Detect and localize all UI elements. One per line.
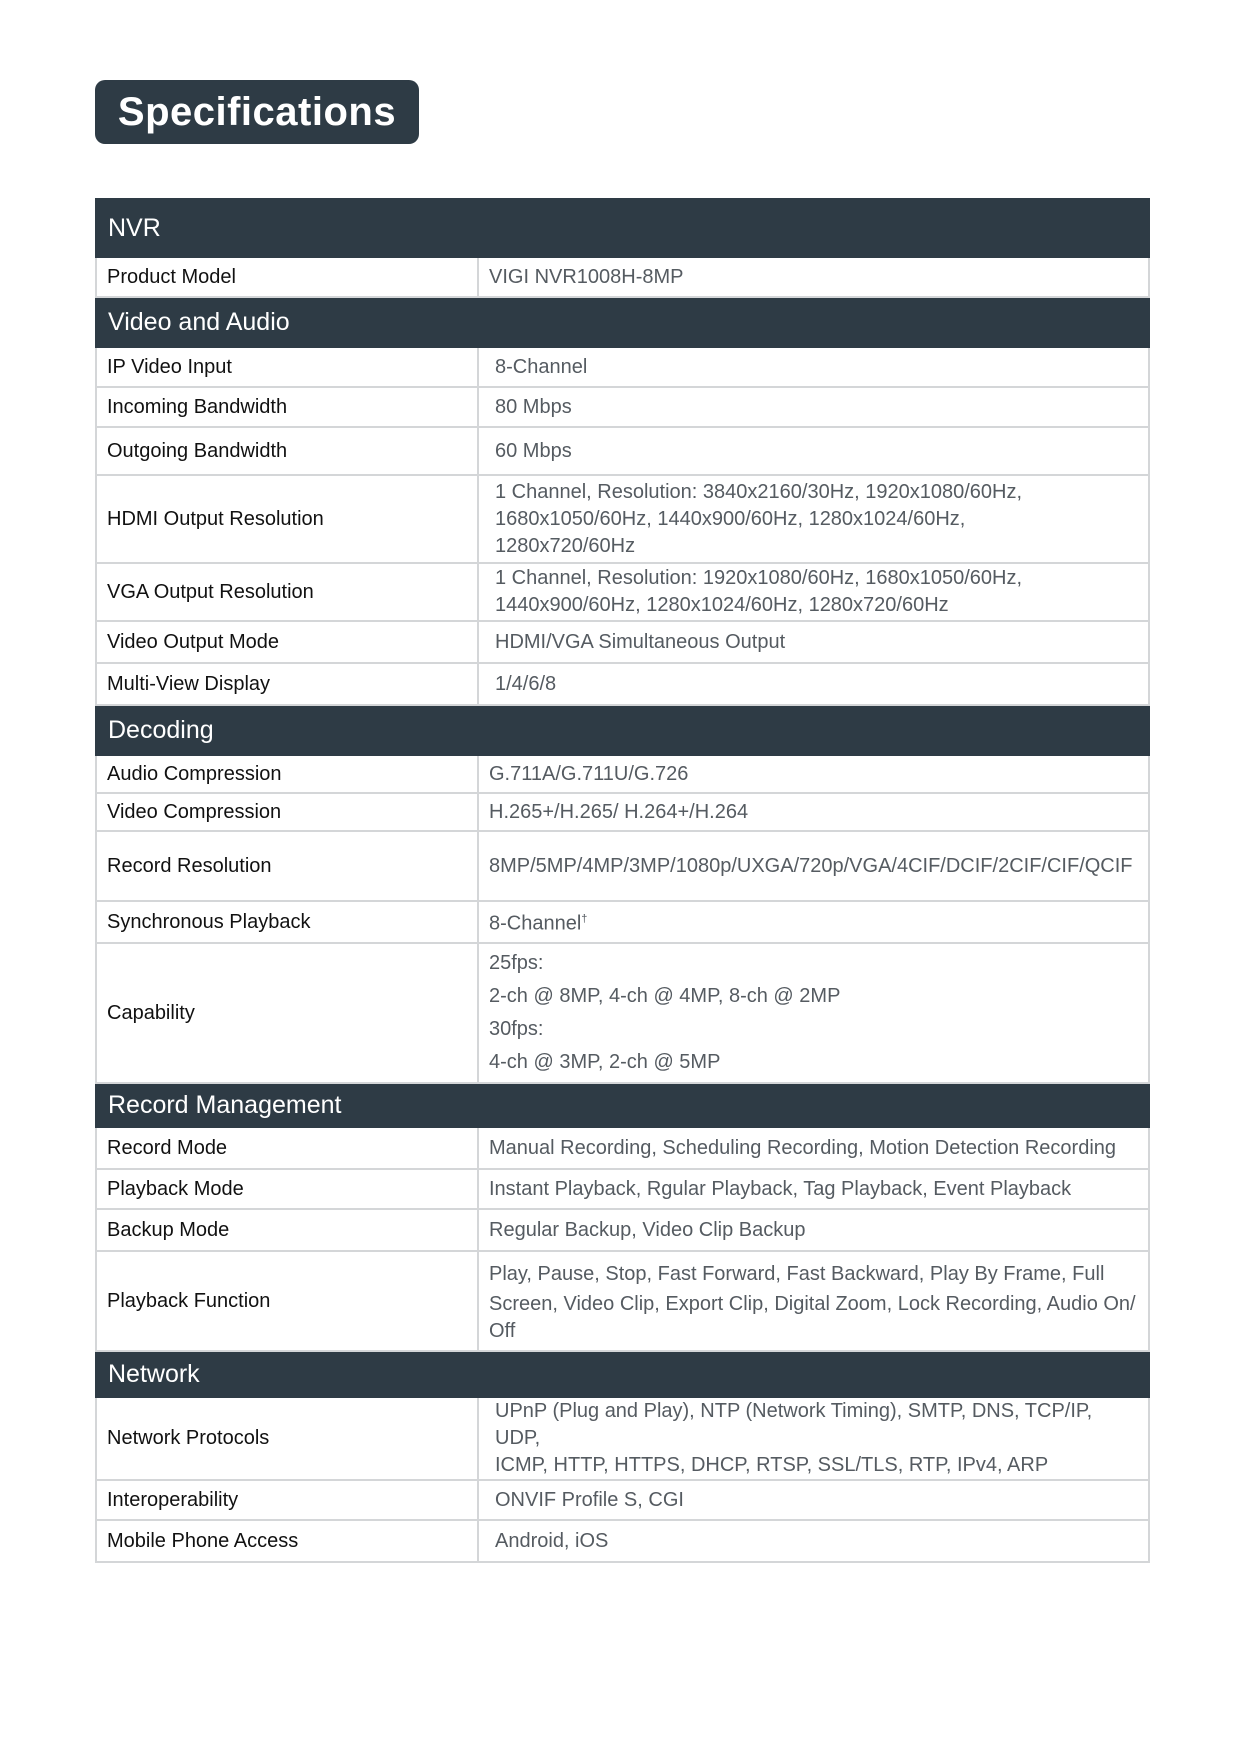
spec-value	[478, 563, 1149, 621]
spec-value-line: Screen, Video Clip, Export Clip, Digital Zoom, Lock Recording, Audio On/	[489, 1292, 1136, 1315]
section-header	[96, 705, 1149, 755]
spec-row	[96, 1397, 1149, 1480]
specifications-table	[95, 198, 1150, 1563]
spec-value-line: Play, Pause, Stop, Fast Forward, Fast Backward, Play By Frame, Full	[489, 1262, 1105, 1285]
spec-label: Product Model	[96, 257, 478, 297]
spec-label: Playback Function	[96, 1251, 478, 1351]
spec-label: Interoperability	[96, 1480, 478, 1520]
spec-value	[478, 475, 1149, 563]
spec-row	[96, 563, 1149, 621]
spec-value	[478, 1520, 1149, 1562]
spec-value-line: Instant Playback, Rgular Playback, Tag Playback, Event Playback	[489, 1177, 1072, 1200]
spec-label: Network Protocols	[96, 1397, 478, 1480]
spec-value	[478, 1209, 1149, 1251]
spec-label: Synchronous Playback	[96, 901, 478, 943]
spec-value	[478, 347, 1149, 387]
spec-row	[96, 943, 1149, 1083]
spec-value	[478, 427, 1149, 475]
spec-label: HDMI Output Resolution	[96, 475, 478, 563]
spec-value-line: 4-ch @ 3MP, 2-ch @ 5MP	[489, 1051, 721, 1073]
spec-value	[478, 943, 1149, 1083]
spec-row	[96, 621, 1149, 663]
spec-row	[96, 1169, 1149, 1209]
spec-label: IP Video Input	[96, 347, 478, 387]
spec-row	[96, 1209, 1149, 1251]
spec-value-line: 60 Mbps	[495, 439, 572, 462]
spec-value	[478, 257, 1149, 297]
page-title: Specifications	[95, 80, 419, 144]
spec-value-line: 8-Channel	[489, 912, 582, 935]
spec-label: Playback Mode	[96, 1169, 478, 1209]
section-title: Network	[96, 1351, 1149, 1397]
footnote-mark: †	[581, 913, 588, 926]
spec-value	[478, 1480, 1149, 1520]
spec-value-line: HDMI/VGA Simultaneous Output	[495, 630, 786, 653]
spec-value-line: 1 Channel, Resolution: 1920x1080/60Hz, 1680x1050/60Hz,	[495, 567, 1023, 589]
spec-value-line: ICMP, HTTP, HTTPS, DHCP, RTSP, SSL/TLS, RTP, IPv4, ARP	[495, 1454, 1049, 1476]
spec-label: Capability	[96, 943, 478, 1083]
spec-label: Incoming Bandwidth	[96, 387, 478, 427]
spec-row	[96, 387, 1149, 427]
spec-row	[96, 475, 1149, 563]
spec-label: Video Output Mode	[96, 621, 478, 663]
spec-value	[478, 621, 1149, 663]
spec-row	[96, 1520, 1149, 1562]
spec-row	[96, 901, 1149, 943]
spec-value-line: 1/4/6/8	[495, 672, 557, 695]
section-title: NVR	[96, 199, 1149, 257]
spec-value	[478, 901, 1149, 943]
spec-row	[96, 663, 1149, 705]
spec-value	[478, 1251, 1149, 1351]
spec-value-line: ONVIF Profile S, CGI	[495, 1488, 684, 1511]
spec-value	[478, 793, 1149, 831]
spec-row	[96, 831, 1149, 901]
section-header	[96, 1083, 1149, 1127]
section-header	[96, 199, 1149, 257]
spec-value-line: 2-ch @ 8MP, 4-ch @ 4MP, 8-ch @ 2MP	[489, 985, 841, 1007]
spec-value-line: G.711A/G.711U/G.726	[489, 762, 689, 785]
spec-value-line: Android, iOS	[495, 1529, 609, 1552]
spec-row	[96, 1251, 1149, 1351]
spec-value-line: 1280x720/60Hz	[495, 534, 636, 557]
spec-value-line: 25fps:	[489, 952, 544, 974]
spec-value-line: 80 Mbps	[495, 395, 572, 418]
spec-label: Audio Compression	[96, 755, 478, 793]
spec-value	[478, 387, 1149, 427]
spec-row	[96, 755, 1149, 793]
spec-label: Record Resolution	[96, 831, 478, 901]
spec-row	[96, 347, 1149, 387]
spec-value	[478, 755, 1149, 793]
spec-row	[96, 793, 1149, 831]
spec-label: Record Mode	[96, 1127, 478, 1169]
spec-value-line: UPnP (Plug and Play), NTP (Network Timing), SMTP, DNS, TCP/IP, UDP,	[495, 1400, 1093, 1449]
section-title: Record Management	[96, 1083, 1149, 1127]
spec-label: Video Compression	[96, 793, 478, 831]
spec-value	[478, 663, 1149, 705]
spec-value-line: VIGI NVR1008H-8MP	[489, 265, 684, 288]
spec-value-line: Regular Backup, Video Clip Backup	[489, 1218, 806, 1241]
spec-label: Mobile Phone Access	[96, 1520, 478, 1562]
spec-value-line: 1 Channel, Resolution: 3840x2160/30Hz, 1920x1080/60Hz,	[495, 480, 1023, 503]
spec-value	[478, 831, 1149, 901]
spec-value	[478, 1169, 1149, 1209]
spec-value-line: H.265+/H.265/ H.264+/H.264	[489, 800, 749, 823]
spec-row	[96, 427, 1149, 475]
spec-label: Outgoing Bandwidth	[96, 427, 478, 475]
spec-value-line: 30fps:	[489, 1018, 544, 1040]
spec-label: Multi-View Display	[96, 663, 478, 705]
spec-row	[96, 1480, 1149, 1520]
section-title: Decoding	[96, 705, 1149, 755]
spec-value-line: 1680x1050/60Hz, 1440x900/60Hz, 1280x1024/60Hz,	[495, 507, 966, 530]
spec-label: VGA Output Resolution	[96, 563, 478, 621]
spec-value-line: Off	[489, 1319, 516, 1342]
spec-value-line: Manual Recording, Scheduling Recording, Motion Detection Recording	[489, 1136, 1117, 1159]
spec-value-line: 1440x900/60Hz, 1280x1024/60Hz, 1280x720/60Hz	[495, 594, 949, 616]
spec-value	[478, 1397, 1149, 1480]
spec-label: Backup Mode	[96, 1209, 478, 1251]
spec-row	[96, 1127, 1149, 1169]
spec-value-line: 8MP/5MP/4MP/3MP/1080p/UXGA/720p/VGA/4CIF/DCIF/2CIF/CIF/QCIF	[489, 854, 1133, 877]
section-header	[96, 297, 1149, 347]
spec-value	[478, 1127, 1149, 1169]
section-title: Video and Audio	[96, 297, 1149, 347]
spec-row	[96, 257, 1149, 297]
section-header	[96, 1351, 1149, 1397]
spec-value-line: 8-Channel	[495, 355, 588, 378]
